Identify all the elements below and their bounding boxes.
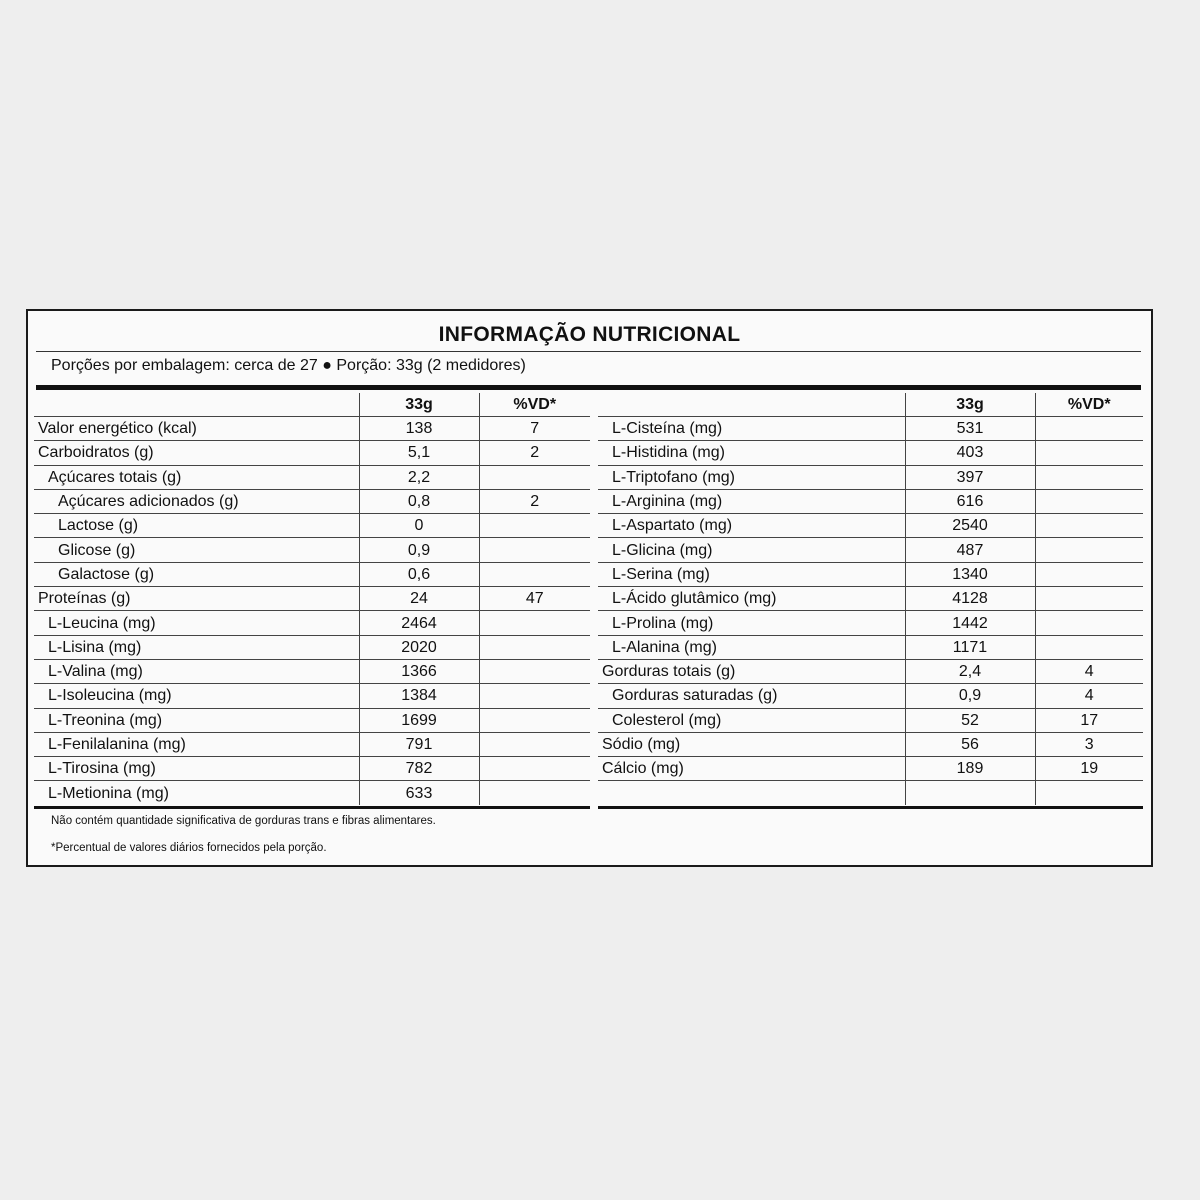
table-row bbox=[34, 781, 590, 805]
nutrient-amount: 531 bbox=[905, 417, 1035, 441]
table-row bbox=[598, 538, 1143, 562]
nutrient-dv bbox=[1035, 417, 1143, 441]
nutrient-amount: 5,1 bbox=[359, 441, 479, 465]
nutrient-dv bbox=[479, 732, 590, 756]
nutrient-amount: 487 bbox=[905, 538, 1035, 562]
nutrient-name: L-Arginina (mg) bbox=[598, 489, 905, 513]
table-row bbox=[34, 684, 590, 708]
portion-info: Porções por embalagem: cerca de 27 ● Porção: 33g (2 medidores) bbox=[51, 357, 526, 374]
table-row bbox=[34, 417, 590, 441]
nutrient-amount: 791 bbox=[359, 732, 479, 756]
nutrient-dv bbox=[1035, 587, 1143, 611]
nutrient-dv bbox=[479, 684, 590, 708]
nutrient-amount: 138 bbox=[359, 417, 479, 441]
table-row bbox=[34, 659, 590, 683]
table-row bbox=[34, 489, 590, 513]
nutrient-dv bbox=[1035, 611, 1143, 635]
nutrient-amount: 0,6 bbox=[359, 562, 479, 586]
nutrient-dv bbox=[479, 757, 590, 781]
header-amount: 33g bbox=[359, 393, 479, 417]
nutrient-name: Lactose (g) bbox=[34, 514, 359, 538]
nutrient-dv bbox=[1035, 514, 1143, 538]
nutrient-name: L-Serina (mg) bbox=[598, 562, 905, 586]
table-row bbox=[34, 441, 590, 465]
table-row bbox=[34, 562, 590, 586]
nutrient-name: Galactose (g) bbox=[34, 562, 359, 586]
nutrient-amount: 1340 bbox=[905, 562, 1035, 586]
header-thick-divider bbox=[36, 385, 1141, 390]
nutrient-name: L-Treonina (mg) bbox=[34, 708, 359, 732]
nutrient-dv: 2 bbox=[479, 489, 590, 513]
nutrient-amount: 397 bbox=[905, 465, 1035, 489]
table-row bbox=[34, 635, 590, 659]
title-divider bbox=[36, 351, 1141, 352]
nutrient-amount: 2540 bbox=[905, 514, 1035, 538]
nutrient-name: L-Metionina (mg) bbox=[48, 784, 169, 802]
nutrient-dv bbox=[1035, 489, 1143, 513]
nutrient-name: L-Histidina (mg) bbox=[598, 441, 905, 465]
table-row bbox=[34, 757, 590, 781]
table-row bbox=[34, 587, 590, 611]
nutrient-name: L-Leucina (mg) bbox=[34, 611, 359, 635]
nutrient-name: L-Lisina (mg) bbox=[34, 635, 359, 659]
nutrient-dv: 3 bbox=[1035, 732, 1143, 756]
nutrient-name: L-Prolina (mg) bbox=[598, 611, 905, 635]
nutrient-dv bbox=[479, 514, 590, 538]
nutrient-dv bbox=[479, 611, 590, 635]
nutrient-name: L-Fenilalanina (mg) bbox=[34, 732, 359, 756]
table-header-row bbox=[34, 393, 590, 417]
nutrient-amount: 2020 bbox=[359, 635, 479, 659]
nutrient-amount: 2464 bbox=[359, 611, 479, 635]
nutrient-amount: 1442 bbox=[905, 611, 1035, 635]
nutrient-dv bbox=[479, 465, 590, 489]
table-row bbox=[598, 659, 1143, 683]
nutrient-amount: 633 bbox=[359, 781, 479, 805]
nutrient-amount: 403 bbox=[905, 441, 1035, 465]
nutrient-dv bbox=[1035, 441, 1143, 465]
table-row bbox=[598, 757, 1143, 781]
nutrient-name: L-Ácido glutâmico (mg) bbox=[598, 587, 905, 611]
nutrient-name: Gorduras saturadas (g) bbox=[598, 684, 905, 708]
nutrient-name: L-Aspartato (mg) bbox=[598, 514, 905, 538]
nutrient-name: Proteínas (g) bbox=[34, 587, 359, 611]
footnote-daily-values: *Percentual de valores diários fornecidos pela porção. bbox=[51, 842, 327, 854]
nutrient-dv bbox=[479, 708, 590, 732]
nutrient-amount: 1171 bbox=[905, 635, 1035, 659]
nutrient-amount: 1384 bbox=[359, 684, 479, 708]
table-row bbox=[34, 465, 590, 489]
nutrient-name: Sódio (mg) bbox=[598, 732, 905, 756]
nutrient-amount: 0,9 bbox=[359, 538, 479, 562]
nutrition-label bbox=[26, 309, 1153, 867]
nutrient-name: L-Alanina (mg) bbox=[598, 635, 905, 659]
nutrient-dv bbox=[1035, 465, 1143, 489]
nutrient-name: Açúcares adicionados (g) bbox=[34, 489, 359, 513]
label-title: INFORMAÇÃO NUTRICIONAL bbox=[438, 323, 741, 346]
header-nutrient bbox=[598, 393, 905, 417]
right-table-end-divider bbox=[598, 806, 1143, 809]
nutrient-dv: 17 bbox=[1035, 708, 1143, 732]
nutrient-name: Cálcio (mg) bbox=[598, 757, 905, 781]
header-amount: 33g bbox=[905, 393, 1035, 417]
nutrient-amount: 189 bbox=[905, 757, 1035, 781]
nutrient-name: L-Cisteína (mg) bbox=[598, 417, 905, 441]
nutrient-amount: 1699 bbox=[359, 708, 479, 732]
table-row bbox=[34, 732, 590, 756]
nutrient-name: L-Tirosina (mg) bbox=[34, 757, 359, 781]
nutrient-amount: 0,8 bbox=[359, 489, 479, 513]
table-row bbox=[598, 489, 1143, 513]
nutrient-dv: 4 bbox=[1035, 684, 1143, 708]
nutrient-name: L-Triptofano (mg) bbox=[598, 465, 905, 489]
nutrient-name: L-Glicina (mg) bbox=[598, 538, 905, 562]
table-row bbox=[598, 417, 1143, 441]
nutrient-amount: 1366 bbox=[359, 659, 479, 683]
nutrient-amount: 0 bbox=[359, 514, 479, 538]
nutrient-amount: 56 bbox=[905, 732, 1035, 756]
header-dv: %VD* bbox=[1035, 393, 1143, 417]
header-dv: %VD* bbox=[479, 393, 590, 417]
table-row bbox=[598, 514, 1143, 538]
nutrient-amount: 24 bbox=[359, 587, 479, 611]
nutrient-amount: 0,9 bbox=[905, 684, 1035, 708]
nutrient-amount: 782 bbox=[359, 757, 479, 781]
table-row bbox=[34, 514, 590, 538]
table-row bbox=[598, 465, 1143, 489]
nutrition-table-left bbox=[34, 393, 590, 805]
nutrient-dv: 2 bbox=[479, 441, 590, 465]
nutrient-name: L-Isoleucina (mg) bbox=[34, 684, 359, 708]
table-row bbox=[598, 587, 1143, 611]
nutrient-dv bbox=[479, 781, 590, 805]
nutrient-name: Glicose (g) bbox=[34, 538, 359, 562]
nutrient-amount: 2,2 bbox=[359, 465, 479, 489]
table-header-row bbox=[598, 393, 1143, 417]
nutrient-name: Gorduras totais (g) bbox=[598, 659, 905, 683]
nutrient-name: Carboidratos (g) bbox=[34, 441, 359, 465]
nutrient-amount: 616 bbox=[905, 489, 1035, 513]
nutrient-dv bbox=[1035, 635, 1143, 659]
nutrient-dv: 7 bbox=[479, 417, 590, 441]
nutrient-dv: 47 bbox=[479, 587, 590, 611]
nutrient-dv bbox=[479, 635, 590, 659]
header-nutrient bbox=[34, 393, 359, 417]
table-row bbox=[34, 611, 590, 635]
nutrient-amount: 2,4 bbox=[905, 659, 1035, 683]
nutrition-table-right bbox=[598, 393, 1143, 805]
table-row bbox=[598, 562, 1143, 586]
nutrient-dv bbox=[479, 538, 590, 562]
nutrient-dv bbox=[479, 659, 590, 683]
nutrient-dv bbox=[1035, 538, 1143, 562]
nutrient-amount: 52 bbox=[905, 708, 1035, 732]
table-row bbox=[598, 732, 1143, 756]
nutrient-name bbox=[598, 781, 905, 805]
table-row bbox=[598, 708, 1143, 732]
nutrient-name: Colesterol (mg) bbox=[598, 708, 905, 732]
nutrient-amount: 4128 bbox=[905, 587, 1035, 611]
table-row bbox=[598, 684, 1143, 708]
table-row bbox=[34, 708, 590, 732]
nutrient-name: L-Valina (mg) bbox=[34, 659, 359, 683]
table-row bbox=[34, 538, 590, 562]
table-row bbox=[598, 441, 1143, 465]
nutrient-name: Açúcares totais (g) bbox=[34, 465, 359, 489]
nutrient-dv: 4 bbox=[1035, 659, 1143, 683]
nutrient-amount bbox=[905, 781, 1035, 805]
nutrient-dv bbox=[479, 562, 590, 586]
table-row bbox=[598, 611, 1143, 635]
left-table-end-divider bbox=[34, 806, 590, 809]
nutrient-dv bbox=[1035, 562, 1143, 586]
nutrient-name: Valor energético (kcal) bbox=[34, 417, 359, 441]
nutrient-dv: 19 bbox=[1035, 757, 1143, 781]
table-row bbox=[598, 635, 1143, 659]
table-row bbox=[598, 781, 1143, 805]
footnote-trans-fats: Não contém quantidade significativa de gorduras trans e fibras alimentares. bbox=[51, 815, 436, 827]
nutrient-dv bbox=[1035, 781, 1143, 805]
